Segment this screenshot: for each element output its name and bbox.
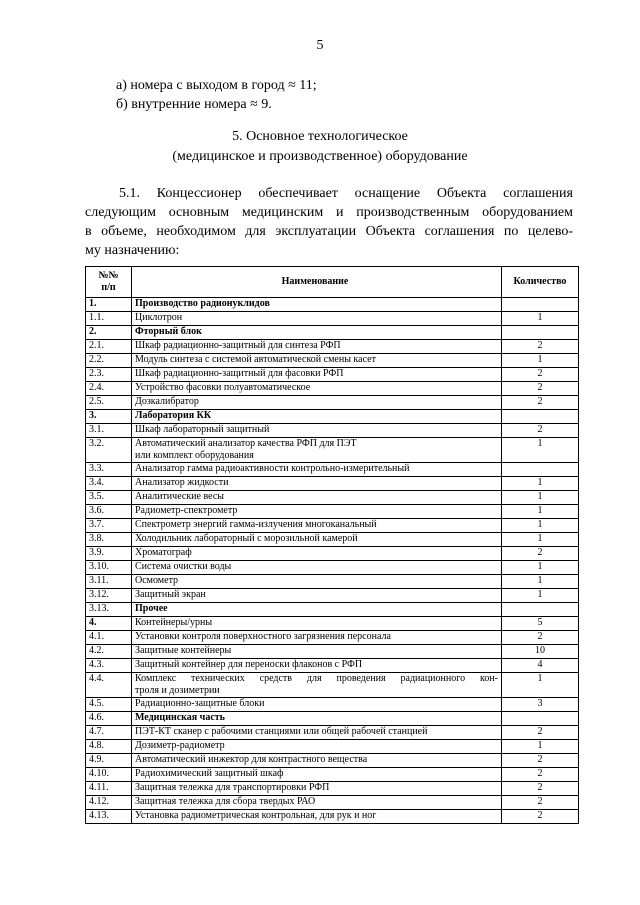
row-name-line: Дозкалибратор (135, 396, 199, 407)
table-row (86, 519, 579, 533)
row-name-line: Устройство фасовки полуавтоматическое (135, 382, 311, 393)
table-row (86, 589, 579, 603)
row-number: 4.5. (86, 698, 132, 712)
table-row (86, 575, 579, 589)
row-name-line: Фторный блок (135, 326, 202, 337)
header-num (86, 267, 132, 298)
row-name (132, 673, 502, 698)
row-quantity: 2 (502, 340, 579, 354)
row-number: 4.10. (86, 768, 132, 782)
phone-line-external: а) номера с выходом в город ≈ 11; (116, 78, 317, 93)
row-number: 4.2. (86, 645, 132, 659)
row-name (132, 782, 502, 796)
row-name-line: Шкаф радиационно-защитный для фасовки РФП (135, 368, 344, 379)
row-quantity (502, 326, 579, 340)
table-header-row (86, 267, 579, 298)
row-name (132, 617, 502, 631)
table-row (86, 312, 579, 326)
row-name-line: Производство радионуклидов (135, 298, 270, 309)
row-name-line-2: троля и дозиметрии (135, 685, 220, 696)
row-quantity: 2 (502, 754, 579, 768)
header-num-line-2: п/п (101, 282, 116, 293)
row-number: 2.4. (86, 382, 132, 396)
row-name-line: Анализатор жидкости (135, 477, 229, 488)
row-name (132, 589, 502, 603)
row-quantity: 3 (502, 698, 579, 712)
row-name-line: Контейнеры/урны (135, 617, 213, 628)
row-name (132, 410, 502, 424)
row-name (132, 298, 502, 312)
equipment-table (85, 266, 579, 824)
row-name-line: Хроматограф (135, 547, 192, 558)
row-name (132, 533, 502, 547)
row-name (132, 463, 502, 477)
row-quantity: 1 (502, 438, 579, 463)
row-quantity: 1 (502, 575, 579, 589)
section-title (0, 127, 640, 167)
row-number: 3. (86, 410, 132, 424)
row-number: 4.12. (86, 796, 132, 810)
table-row (86, 533, 579, 547)
row-name-line: Автоматический инжектор для контрастного вещества (135, 754, 368, 765)
row-quantity: 1 (502, 673, 579, 698)
row-name (132, 382, 502, 396)
row-name-line: Циклотрон (135, 312, 183, 323)
table-row (86, 491, 579, 505)
row-name-line: Комплекс технических средств для проведения радиационного кон- (135, 673, 498, 684)
row-number: 3.1. (86, 424, 132, 438)
row-number: 2.3. (86, 368, 132, 382)
row-name (132, 368, 502, 382)
row-number: 3.10. (86, 561, 132, 575)
row-quantity: 1 (502, 312, 579, 326)
table-row (86, 698, 579, 712)
row-quantity: 1 (502, 477, 579, 491)
table-row (86, 396, 579, 410)
row-name (132, 698, 502, 712)
table-row (86, 673, 579, 698)
table-row (86, 712, 579, 726)
row-name-line: Радиохимический защитный шкаф (135, 768, 284, 779)
section-title-line-2: (медицинское и производственное) оборудование (172, 149, 468, 164)
row-number: 4.7. (86, 726, 132, 740)
row-number: 4.8. (86, 740, 132, 754)
row-name (132, 491, 502, 505)
row-name-line: Автоматический анализатор качества РФП для ПЭТ (135, 438, 357, 449)
row-number: 4.3. (86, 659, 132, 673)
row-number: 4. (86, 617, 132, 631)
row-quantity (502, 463, 579, 477)
row-name-line: Защитный контейнер для переноски флаконов с РФП (135, 659, 363, 670)
table-row (86, 505, 579, 519)
row-name-line: Осмометр (135, 575, 179, 586)
row-number: 3.11. (86, 575, 132, 589)
row-quantity: 2 (502, 796, 579, 810)
table-row (86, 298, 579, 312)
row-name (132, 340, 502, 354)
header-qty: Количество (502, 267, 579, 298)
row-number: 3.13. (86, 603, 132, 617)
row-quantity: 1 (502, 533, 579, 547)
row-name-line: Установка радиометрическая контрольная, для рук и ног (135, 810, 377, 821)
row-name-line: Радиационно-защитные блоки (135, 698, 265, 709)
row-name-line: Спектрометр энергий гамма-излучения многоканальный (135, 519, 377, 530)
table-row (86, 740, 579, 754)
row-name-line: Аналитические весы (135, 491, 224, 502)
row-name (132, 575, 502, 589)
row-number: 2.2. (86, 354, 132, 368)
row-name (132, 312, 502, 326)
row-name (132, 354, 502, 368)
table-row (86, 603, 579, 617)
table-row (86, 340, 579, 354)
table-row (86, 645, 579, 659)
row-name-line: Защитная тележка для сбора твердых РАО (135, 796, 316, 807)
row-number: 3.4. (86, 477, 132, 491)
table-row (86, 424, 579, 438)
table-row (86, 782, 579, 796)
row-quantity: 1 (502, 505, 579, 519)
row-number: 4.6. (86, 712, 132, 726)
row-name (132, 659, 502, 673)
row-number: 3.3. (86, 463, 132, 477)
table-row (86, 477, 579, 491)
row-name (132, 810, 502, 824)
row-name-line: Лаборатория КК (135, 410, 212, 421)
row-name-line: Система очистки воды (135, 561, 232, 572)
row-quantity (502, 712, 579, 726)
row-name (132, 326, 502, 340)
page-number: 5 (316, 38, 324, 53)
row-number: 3.7. (86, 519, 132, 533)
row-name-line: Холодильник лабораторный с морозильной камерой (135, 533, 358, 544)
row-name-line: Прочее (135, 603, 168, 614)
paragraph-line-4: му назначению: (85, 243, 180, 258)
row-quantity: 5 (502, 617, 579, 631)
row-quantity: 2 (502, 382, 579, 396)
row-number: 3.6. (86, 505, 132, 519)
header-name: Наименование (132, 267, 502, 298)
row-number: 4.1. (86, 631, 132, 645)
row-name (132, 712, 502, 726)
row-quantity: 2 (502, 782, 579, 796)
table-row (86, 726, 579, 740)
paragraph-5-1 (85, 184, 573, 260)
row-quantity: 10 (502, 645, 579, 659)
row-quantity: 4 (502, 659, 579, 673)
row-name-line-2: или комплект оборудования (135, 450, 254, 461)
row-number: 3.8. (86, 533, 132, 547)
row-quantity: 1 (502, 589, 579, 603)
row-quantity: 2 (502, 631, 579, 645)
row-quantity: 2 (502, 810, 579, 824)
row-name (132, 726, 502, 740)
table-row (86, 354, 579, 368)
row-number: 2.1. (86, 340, 132, 354)
header-num-line-1: №№ (98, 270, 119, 281)
row-name (132, 561, 502, 575)
table-body (86, 298, 579, 824)
table-row (86, 410, 579, 424)
phone-line-internal: б) внутренние номера ≈ 9. (116, 97, 272, 112)
table-row (86, 810, 579, 824)
table-row (86, 368, 579, 382)
table-row (86, 326, 579, 340)
table-row (86, 617, 579, 631)
row-name (132, 603, 502, 617)
table-row (86, 796, 579, 810)
row-name-line: Шкаф лабораторный защитный (135, 424, 270, 435)
row-name-line: Дозиметр-радиометр (135, 740, 225, 751)
row-name-line: ПЭТ-КТ сканер с рабочими станциями или общей рабочей станцией (135, 726, 428, 737)
row-quantity (502, 410, 579, 424)
row-quantity (502, 298, 579, 312)
row-name-line: Анализатор гамма радиоактивности контрольно-измерительный (135, 463, 410, 474)
row-name-line: Модуль синтеза с системой автоматической смены касет (135, 354, 376, 365)
row-quantity (502, 603, 579, 617)
row-name (132, 754, 502, 768)
row-name (132, 645, 502, 659)
row-quantity: 2 (502, 424, 579, 438)
table-row (86, 631, 579, 645)
row-number: 4.11. (86, 782, 132, 796)
row-name-line: Защитная тележка для транспортировки РФП (135, 782, 330, 793)
row-name (132, 519, 502, 533)
row-number: 4.9. (86, 754, 132, 768)
row-number: 3.2. (86, 438, 132, 463)
row-number: 1. (86, 298, 132, 312)
table-row (86, 659, 579, 673)
row-name (132, 438, 502, 463)
row-quantity: 2 (502, 368, 579, 382)
row-name (132, 547, 502, 561)
row-name-line: Медицинская часть (135, 712, 225, 723)
row-quantity: 2 (502, 768, 579, 782)
row-name (132, 424, 502, 438)
row-name (132, 505, 502, 519)
row-name (132, 396, 502, 410)
row-number: 2.5. (86, 396, 132, 410)
paragraph-line-3: в объеме, необходимом для эксплуатации Объекта соглашения по целево- (85, 224, 573, 239)
row-quantity: 2 (502, 547, 579, 561)
row-quantity: 1 (502, 354, 579, 368)
row-name (132, 631, 502, 645)
row-name (132, 796, 502, 810)
table-row (86, 438, 579, 463)
row-quantity: 2 (502, 396, 579, 410)
table-row (86, 547, 579, 561)
row-number: 3.5. (86, 491, 132, 505)
table-row (86, 561, 579, 575)
row-number: 4.13. (86, 810, 132, 824)
row-name (132, 740, 502, 754)
table-row (86, 768, 579, 782)
paragraph-line-1: 5.1. Концессионер обеспечивает оснащение Объекта соглашения (119, 186, 573, 201)
row-quantity: 1 (502, 519, 579, 533)
row-name-line: Защитный экран (135, 589, 206, 600)
row-name-line: Шкаф радиационно-защитный для синтеза РФП (135, 340, 341, 351)
row-number: 1.1. (86, 312, 132, 326)
table-row (86, 754, 579, 768)
row-quantity: 1 (502, 740, 579, 754)
row-quantity: 1 (502, 491, 579, 505)
row-quantity: 1 (502, 561, 579, 575)
row-quantity: 2 (502, 726, 579, 740)
row-number: 3.9. (86, 547, 132, 561)
paragraph-line-2: следующим основным медицинским и производственным оборудованием (85, 205, 573, 220)
row-number: 3.12. (86, 589, 132, 603)
row-name-line: Радиометр-спектрометр (135, 505, 238, 516)
row-number: 2. (86, 326, 132, 340)
row-number: 4.4. (86, 673, 132, 698)
row-name (132, 768, 502, 782)
row-name-line: Защитные контейнеры (135, 645, 232, 656)
table-row (86, 382, 579, 396)
row-name (132, 477, 502, 491)
row-name-line: Установки контроля поверхностного загрязнения персонала (135, 631, 391, 642)
table-row (86, 463, 579, 477)
section-title-line-1: 5. Основное технологическое (232, 129, 408, 144)
